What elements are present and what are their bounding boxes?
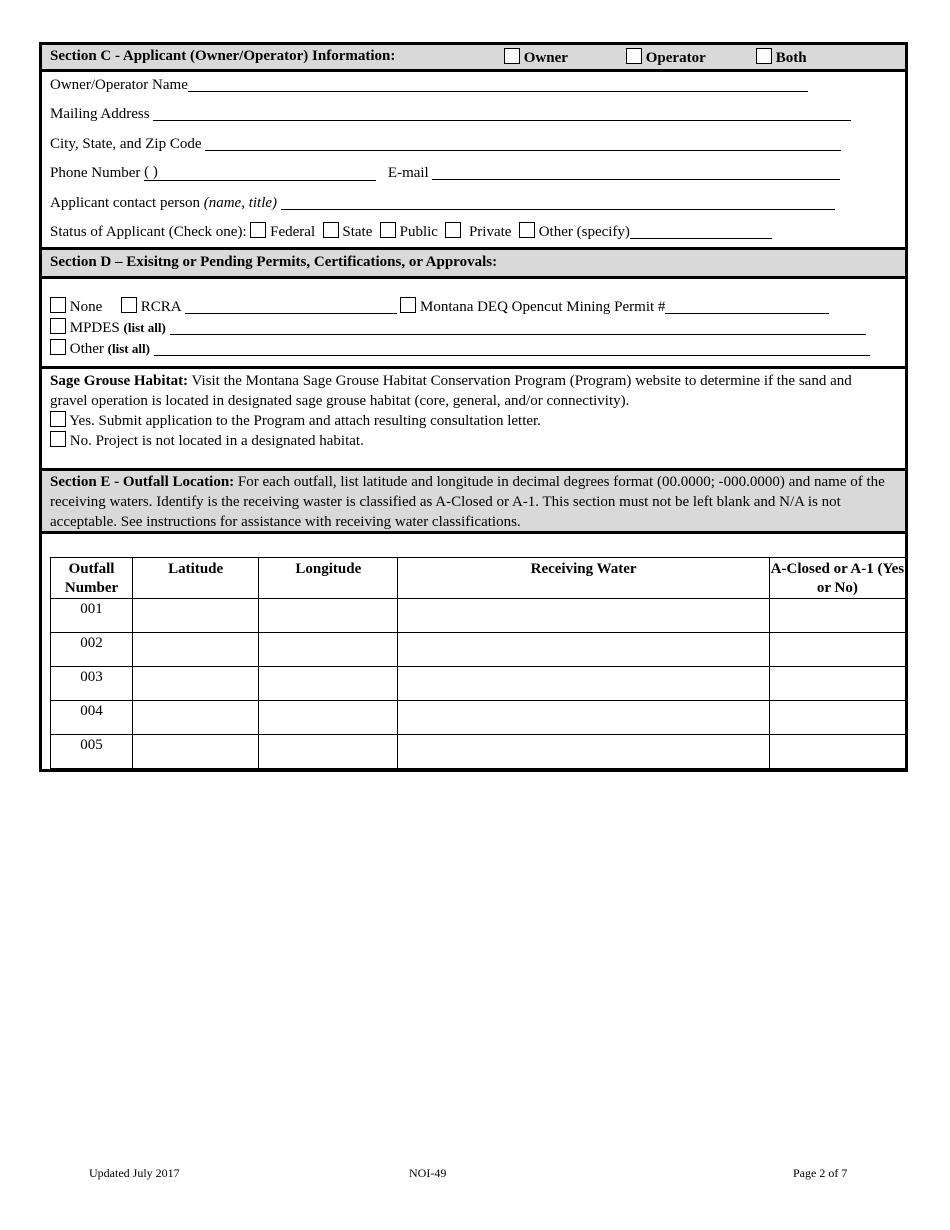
receiving-water-cell[interactable] bbox=[398, 735, 769, 769]
receiving-water-cell[interactable] bbox=[398, 667, 769, 701]
latitude-cell[interactable] bbox=[133, 667, 259, 701]
permits-row-1 bbox=[50, 297, 897, 317]
owner-name-label: Owner/Operator Name bbox=[50, 77, 188, 93]
header-longitude: Longitude bbox=[259, 558, 398, 599]
table-row bbox=[51, 735, 906, 769]
rcra-label: RCRA bbox=[140, 299, 181, 315]
section-c-header bbox=[42, 45, 905, 69]
divider bbox=[42, 531, 905, 534]
mpdes-label: MPDES bbox=[69, 320, 120, 336]
section-d-title: Section D – Exisitng or Pending Permits, Certifications, or Approvals: bbox=[50, 254, 498, 270]
owner-label: Owner bbox=[523, 50, 568, 66]
both-label: Both bbox=[775, 50, 807, 66]
rcra-checkbox[interactable] bbox=[121, 297, 137, 313]
montana-permit-field[interactable] bbox=[665, 297, 829, 314]
city-field[interactable] bbox=[205, 134, 841, 151]
table-row bbox=[51, 599, 906, 633]
sage-grouse-section bbox=[50, 371, 891, 451]
longitude-cell[interactable] bbox=[259, 633, 398, 667]
sage-no-checkbox[interactable] bbox=[50, 431, 66, 447]
owner-name-field[interactable] bbox=[188, 75, 808, 92]
sage-grouse-label: Sage Grouse Habitat: bbox=[50, 373, 189, 389]
other-permit-hint: (list all) bbox=[107, 341, 150, 356]
status-other-field[interactable] bbox=[630, 222, 772, 239]
none-checkbox[interactable] bbox=[50, 297, 66, 313]
section-e-text: For each outfall, list latitude and longitude in decimal degrees format (00.0000; -000.0000) and name of the receiving waters. Identify is the receiving waster is classified as A-Closed or A-1. This section must not be left blank and N/A is not acceptable. See instructions for assistance with receiving water classifications. bbox=[50, 474, 885, 530]
a-closed-cell[interactable] bbox=[769, 701, 905, 735]
form-frame bbox=[39, 42, 908, 772]
a-closed-cell[interactable] bbox=[769, 599, 905, 633]
contact-hint: (name, title) bbox=[203, 195, 278, 211]
other-permit-checkbox[interactable] bbox=[50, 339, 66, 355]
sage-grouse-text: Visit the Montana Sage Grouse Habitat Conservation Program (Program) website to determine if the sand and gravel operation is located in designated sage grouse habitat (core, general, and/or connectivity). bbox=[50, 373, 852, 409]
divider bbox=[42, 69, 905, 72]
section-c-title: Section C - Applicant (Owner/Operator) Information: bbox=[50, 48, 396, 64]
outfall-number: 003 bbox=[51, 667, 133, 701]
status-other-checkbox[interactable] bbox=[519, 222, 535, 238]
outfall-number: 005 bbox=[51, 735, 133, 769]
montana-permit-label: Montana DEQ Opencut Mining Permit # bbox=[420, 299, 666, 315]
status-public-label: Public bbox=[399, 224, 438, 240]
contact-row bbox=[50, 191, 897, 215]
table-row bbox=[51, 701, 906, 735]
mailing-field[interactable] bbox=[153, 104, 851, 121]
a-closed-cell[interactable] bbox=[769, 735, 905, 769]
contact-label: Applicant contact person bbox=[50, 195, 200, 211]
operator-checkbox[interactable] bbox=[626, 48, 642, 64]
latitude-cell[interactable] bbox=[133, 735, 259, 769]
phone-area-code: ( ) bbox=[144, 164, 158, 180]
rcra-field[interactable] bbox=[185, 297, 397, 314]
latitude-cell[interactable] bbox=[133, 633, 259, 667]
outfall-number: 004 bbox=[51, 701, 133, 735]
phone-label: Phone Number bbox=[50, 165, 141, 181]
header-a-closed: A-Closed or A-1 (Yes or No) bbox=[769, 558, 905, 599]
both-checkbox[interactable] bbox=[756, 48, 772, 64]
header-receiving-water: Receiving Water bbox=[398, 558, 769, 599]
other-permit-field[interactable] bbox=[154, 339, 870, 356]
status-public-checkbox[interactable] bbox=[380, 222, 396, 238]
status-federal-label: Federal bbox=[270, 224, 316, 240]
mpdes-hint: (list all) bbox=[123, 320, 166, 335]
status-private-checkbox[interactable] bbox=[445, 222, 461, 238]
mailing-label: Mailing Address bbox=[50, 106, 150, 122]
email-field[interactable] bbox=[432, 163, 840, 180]
other-permit-label: Other bbox=[69, 341, 104, 357]
montana-permit-checkbox[interactable] bbox=[400, 297, 416, 313]
header-latitude: Latitude bbox=[133, 558, 259, 599]
sage-yes-label: Yes. Submit application to the Program and attach resulting consultation letter. bbox=[69, 413, 541, 429]
status-row bbox=[50, 220, 897, 244]
latitude-cell[interactable] bbox=[133, 701, 259, 735]
sage-yes-checkbox[interactable] bbox=[50, 411, 66, 427]
mailing-row bbox=[50, 102, 897, 126]
footer-updated: Updated July 2017 bbox=[89, 1166, 180, 1180]
section-e-label: Section E - Outfall Location: bbox=[50, 474, 235, 490]
owner-name-row bbox=[50, 73, 897, 97]
section-e-header bbox=[42, 471, 905, 531]
section-d-header bbox=[42, 250, 905, 277]
table-row bbox=[51, 667, 906, 701]
owner-checkbox[interactable] bbox=[504, 48, 520, 64]
phone-field[interactable] bbox=[144, 164, 376, 181]
header-outfall-number: Outfall Number bbox=[51, 558, 133, 599]
status-private-label: Private bbox=[468, 224, 512, 240]
longitude-cell[interactable] bbox=[259, 701, 398, 735]
operator-label: Operator bbox=[645, 50, 706, 66]
permits-row-2 bbox=[50, 318, 897, 338]
table-header-row bbox=[51, 558, 906, 599]
latitude-cell[interactable] bbox=[133, 599, 259, 633]
status-other-label: Other (specify) bbox=[538, 224, 630, 240]
section-e-intro bbox=[50, 472, 891, 532]
divider bbox=[42, 276, 905, 279]
sage-no-label: No. Project is not located in a designated habitat. bbox=[69, 433, 364, 449]
outfall-number: 002 bbox=[51, 633, 133, 667]
receiving-water-cell[interactable] bbox=[398, 599, 769, 633]
longitude-cell[interactable] bbox=[259, 735, 398, 769]
footer-form-number: NOI-49 bbox=[409, 1166, 447, 1180]
longitude-cell[interactable] bbox=[259, 599, 398, 633]
outfall-number: 001 bbox=[51, 599, 133, 633]
phone-row bbox=[50, 161, 897, 185]
a-closed-cell[interactable] bbox=[769, 633, 905, 667]
divider bbox=[42, 366, 905, 369]
status-label: Status of Applicant (Check one): bbox=[50, 224, 247, 240]
longitude-cell[interactable] bbox=[259, 667, 398, 701]
city-row bbox=[50, 132, 897, 156]
status-federal-checkbox[interactable] bbox=[250, 222, 266, 238]
status-state-label: State bbox=[342, 224, 373, 240]
receiving-water-cell[interactable] bbox=[398, 701, 769, 735]
footer-page-number: Page 2 of 7 bbox=[793, 1166, 848, 1180]
none-label: None bbox=[69, 299, 103, 315]
a-closed-cell[interactable] bbox=[769, 667, 905, 701]
outfall-table bbox=[50, 557, 906, 769]
city-label: City, State, and Zip Code bbox=[50, 136, 202, 152]
status-state-checkbox[interactable] bbox=[323, 222, 339, 238]
receiving-water-cell[interactable] bbox=[398, 633, 769, 667]
permits-row-3 bbox=[50, 339, 897, 359]
table-row bbox=[51, 633, 906, 667]
mpdes-checkbox[interactable] bbox=[50, 318, 66, 334]
mpdes-field[interactable] bbox=[170, 318, 866, 335]
email-label: E-mail bbox=[387, 165, 429, 181]
contact-field[interactable] bbox=[281, 193, 835, 210]
